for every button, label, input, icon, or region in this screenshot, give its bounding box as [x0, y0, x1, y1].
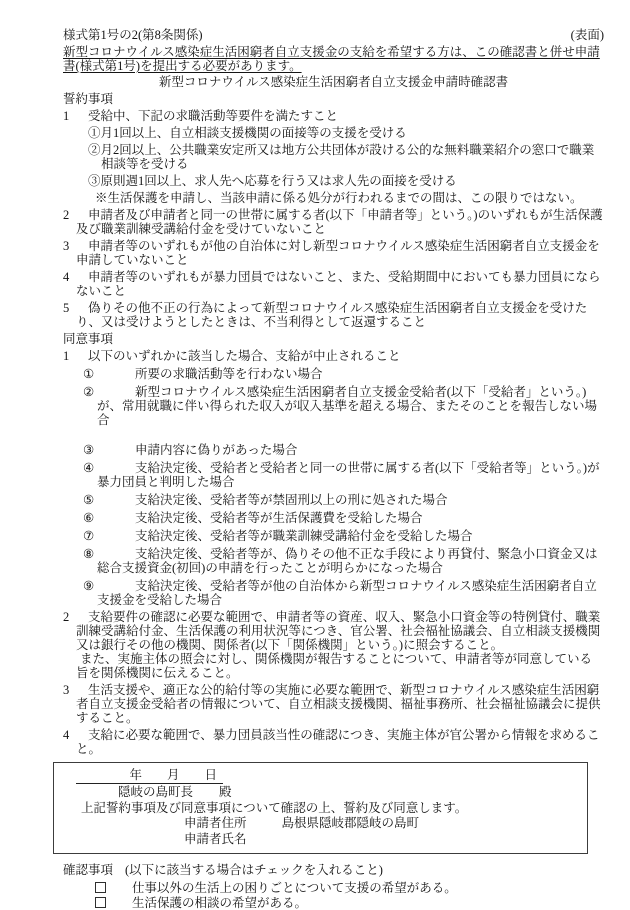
consent-item-1-sub-9 — [83, 579, 604, 607]
consent-item-1-sub-1 — [83, 367, 604, 381]
subitem-text: 支給決定後、受給者等が禁固刑以上の刑に処された場合 — [135, 493, 448, 507]
submission-notice: 新型コロナウイルス感染症生活困窮者自立支援金の支給を希望する方は、この確認書と併せ申請書(様式第1号)を提出する必要があります。 — [63, 45, 600, 73]
consent-item-1-sub-6 — [83, 511, 604, 525]
checkbox-label: 生活保護の相談の希望がある。 — [132, 895, 308, 910]
confirmation-checkbox-row-1 — [95, 881, 604, 895]
checkbox-support-request[interactable] — [95, 882, 106, 893]
consent-section-heading: 同意事項 — [63, 332, 114, 346]
applicant-address-value: 島根県隠岐郡隠岐の島町 — [281, 816, 420, 831]
consent-item-1-sub-8 — [83, 547, 604, 575]
consent-item-1-sub-4 — [83, 461, 604, 489]
item-text: 偽りその他不正の行為によって新型コロナウイルス感染症生活困窮者自立支援金を受けたり、又は受けようとしたときは、不当利得として返還すること — [76, 301, 588, 329]
pledge-item-1-note: ※生活保護を申請し、当該申請に係る処分が行われるまでの間は、この限りではない。 — [95, 191, 583, 205]
applicant-name-row — [184, 832, 587, 847]
circled-number: ⑥ — [83, 511, 95, 525]
signature-box — [53, 762, 588, 854]
confirmation-heading-label: 確認事項 — [63, 862, 114, 877]
form-number: 様式第1号の2(第8条関係) — [63, 28, 203, 42]
circled-number: ⑨ — [83, 579, 95, 593]
pledge-item-1-sub-3: ③原則週1回以上、求人先へ応募を行う又は求人先の面接を受ける — [88, 174, 457, 188]
item-text: 以下のいずれかに該当した場合、支給が中止されること — [88, 349, 401, 363]
item-text: 申請者等のいずれもが暴力団員ではないこと、また、受給期間中においても暴力団員にならないこと — [76, 270, 601, 298]
subitem-text: 所要の求職活動等を行わない場合 — [135, 367, 323, 381]
agreement-statement: 上記誓約事項及び同意事項について確認の上、誓約及び同意します。 — [81, 800, 468, 815]
pledge-section-heading: 誓約事項 — [63, 92, 114, 106]
item-text: 支給要件の確認に必要な範囲で、申請者等の資産、収入、緊急小口資金等の特例貸付、職業訓練受講給付金、生活保護の利用状況等につき、官公署、社会福祉協議会、自立相談支援機関又は銀行その他の機関、関係者(以下「関係機関」という。)に照会すること。 — [76, 610, 601, 652]
date-row — [76, 768, 587, 784]
item-number: 4 — [63, 728, 70, 742]
circled-number: ② — [83, 385, 95, 399]
consent-item-1-sub-3 — [83, 443, 604, 457]
circled-number: ⑤ — [83, 493, 95, 507]
consent-item-2-paragraph-2: また、実施主体の照会に対し、関係機関が報告することについて、申請者等が同意している旨を関係機関に伝えること。 — [76, 652, 593, 680]
item-text: 申請者等のいずれもが他の自治体に対し新型コロナウイルス感染症生活困窮者自立支援金を申請していないこと — [76, 239, 600, 267]
consent-item-1-sub-5 — [83, 493, 604, 507]
consent-item-1 — [63, 349, 604, 363]
applicant-address-label: 申請者住所 — [184, 816, 247, 831]
consent-item-4 — [63, 728, 604, 756]
addressee-row — [118, 785, 587, 800]
pledge-item-1-sub-2: ②月2回以上、公共職業安定所又は地方公共団体が設ける公的な無料職業紹介の窓口で職業相談等を受ける — [88, 143, 595, 171]
confirmation-section-heading — [63, 863, 604, 877]
consent-item-2 — [63, 610, 604, 652]
consent-item-1-sub-2 — [83, 385, 604, 427]
item-number: 5 — [63, 301, 70, 315]
page-side-label: (表面) — [570, 28, 604, 42]
subitem-text: 支給決定後、受給者等が、偽りその他不正な手段により再貸付、緊急小口資金又は総合支援資金(初回)の申請を行ったことが明らかになった場合 — [97, 547, 598, 575]
subitem-text: 新型コロナウイルス感染症生活困窮者自立支援金受給者(以下「受給者」という。)が、常用就職に伴い得られた収入が収入基準を超える場合、またそのことを報告しない場合 — [97, 385, 598, 427]
subitem-text: 支給決定後、受給者と受給者と同一の世帯に属する者(以下「受給者等」という。)が暴力団員と判明した場合 — [97, 461, 600, 489]
item-number: 3 — [63, 239, 70, 253]
item-text: 支給に必要な範囲で、暴力団員該当性の確認につき、実施主体が官公署から情報を求めること。 — [76, 728, 600, 756]
subitem-text: 支給決定後、受給者等が他の自治体から新型コロナウイルス感染症生活困窮者自立支援金を受給した場合 — [97, 579, 597, 607]
item-number: 1 — [63, 349, 70, 363]
circled-number: ① — [83, 367, 95, 381]
item-number: 2 — [63, 610, 70, 624]
item-text: 受給中、下記の求職活動等要件を満たすこと — [88, 109, 339, 123]
checkbox-label: 仕事以外の生活上の困りごとについて支援の希望がある。 — [132, 880, 457, 895]
circled-number: ⑧ — [83, 547, 95, 561]
applicant-name-label: 申請者氏名 — [184, 832, 247, 847]
pledge-item-4 — [63, 270, 604, 298]
pledge-item-1-sub-1: ①月1回以上、自立相談支援機関の面接等の支援を受ける — [88, 126, 407, 140]
subitem-text: 支給決定後、受給者等が生活保護費を受給した場合 — [135, 511, 423, 525]
form-header — [63, 28, 604, 42]
item-number: 3 — [63, 683, 70, 697]
pledge-item-1 — [63, 109, 604, 123]
pledge-item-3 — [63, 239, 604, 267]
circled-number: ③ — [83, 443, 95, 457]
item-number: 2 — [63, 208, 70, 222]
subitem-text: 申請内容に偽りがあった場合 — [135, 443, 298, 457]
item-text: 生活支援や、適正な公的給付等の実施に必要な範囲で、新型コロナウイルス感染症生活困窮者自立支援金受給者の情報について、自立相談支援機関、福祉事務所、社会福祉協議会に提供すること。 — [76, 683, 601, 725]
date-fill-in-line[interactable]: 年 月 日 — [76, 768, 223, 784]
item-number: 1 — [63, 109, 70, 123]
consent-item-3 — [63, 683, 604, 725]
item-number: 4 — [63, 270, 70, 284]
applicant-address-row — [184, 816, 587, 831]
checkbox-welfare-consult[interactable] — [95, 897, 106, 908]
consent-item-1-sub-7 — [83, 529, 604, 543]
pledge-item-5 — [63, 301, 604, 329]
pledge-item-2 — [63, 208, 604, 236]
page-title: 新型コロナウイルス感染症生活困窮者自立支援金申請時確認書 — [158, 75, 509, 89]
circled-number: ④ — [83, 461, 95, 475]
addressee: 隠岐の島町長 — [118, 784, 194, 799]
honorific: 殿 — [219, 784, 232, 799]
subitem-text: 支給決定後、受給者等が職業訓練受講給付金を受給した場合 — [135, 529, 473, 543]
circled-number: ⑦ — [83, 529, 95, 543]
confirmation-heading-note: (以下に該当する場合はチェックを入れること) — [125, 862, 383, 877]
item-text: 申請者及び申請者と同一の世帯に属する者(以下「申請者等」という。)のいずれもが生活保護及び職業訓練受講給付金を受けていないこと — [76, 208, 603, 236]
